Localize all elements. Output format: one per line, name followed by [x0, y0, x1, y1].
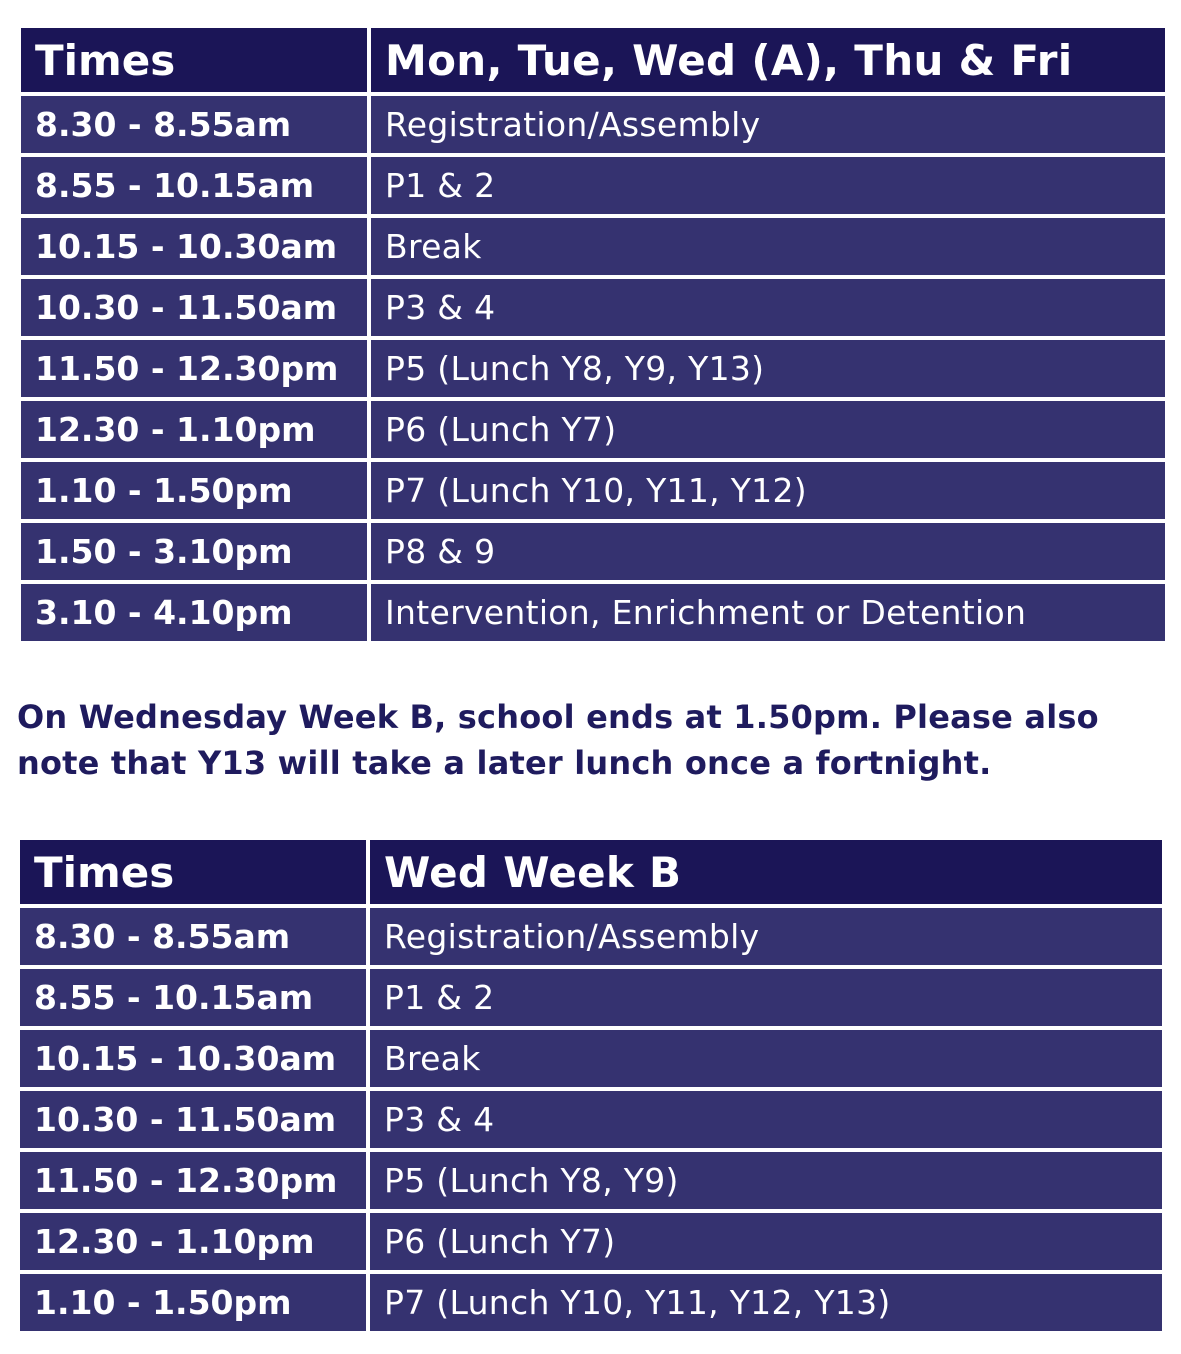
- time-cell: 10.15 - 10.30am: [20, 1030, 366, 1087]
- time-cell: 10.30 - 11.50am: [21, 279, 367, 336]
- table-row: [21, 462, 1165, 519]
- activity-cell: P7 (Lunch Y10, Y11, Y12, Y13): [370, 1274, 1162, 1331]
- table-row: [20, 1030, 1162, 1087]
- time-cell: 8.30 - 8.55am: [21, 96, 367, 153]
- time-cell: 10.30 - 11.50am: [20, 1091, 366, 1148]
- time-cell: 8.55 - 10.15am: [20, 969, 366, 1026]
- times-column-header: Times: [20, 840, 366, 904]
- time-cell: 1.10 - 1.50pm: [21, 462, 367, 519]
- time-cell: 12.30 - 1.10pm: [20, 1213, 366, 1270]
- activity-cell: P1 & 2: [370, 969, 1162, 1026]
- time-cell: 12.30 - 1.10pm: [21, 401, 367, 458]
- table-row: [21, 157, 1165, 214]
- days-column-header: Mon, Tue, Wed (A), Thu & Fri: [371, 28, 1165, 92]
- activity-cell: Break: [370, 1030, 1162, 1087]
- activity-cell: Registration/Assembly: [370, 908, 1162, 965]
- activity-cell: Intervention, Enrichment or Detention: [371, 584, 1165, 641]
- table-row: [21, 340, 1165, 397]
- week-b-note: [17, 694, 1167, 786]
- table-row: [21, 401, 1165, 458]
- table-row: [20, 1091, 1162, 1148]
- time-cell: 3.10 - 4.10pm: [21, 584, 367, 641]
- table-row: [20, 908, 1162, 965]
- note-line-1: On Wednesday Week B, school ends at 1.50pm. Please also: [17, 698, 1099, 736]
- time-cell: 11.50 - 12.30pm: [21, 340, 367, 397]
- table-row: [20, 1213, 1162, 1270]
- table-row: [21, 584, 1165, 641]
- note-line-2: note that Y13 will take a later lunch once a fortnight.: [17, 744, 992, 782]
- table-row: [21, 523, 1165, 580]
- activity-cell: P6 (Lunch Y7): [371, 401, 1165, 458]
- table-row: [20, 1152, 1162, 1209]
- activity-cell: P1 & 2: [371, 157, 1165, 214]
- table-row: [20, 1274, 1162, 1331]
- times-column-header: Times: [21, 28, 367, 92]
- weekday-timetable: [17, 24, 1169, 645]
- activity-cell: P3 & 4: [371, 279, 1165, 336]
- table-header-row: [20, 840, 1162, 904]
- activity-cell: Registration/Assembly: [371, 96, 1165, 153]
- time-cell: 11.50 - 12.30pm: [20, 1152, 366, 1209]
- time-cell: 10.15 - 10.30am: [21, 218, 367, 275]
- wed-week-b-timetable: [16, 836, 1166, 1335]
- table-row: [21, 96, 1165, 153]
- day-column-header: Wed Week B: [370, 840, 1162, 904]
- table-row: [21, 279, 1165, 336]
- time-cell: 8.55 - 10.15am: [21, 157, 367, 214]
- time-cell: 1.10 - 1.50pm: [20, 1274, 366, 1331]
- table-row: [21, 218, 1165, 275]
- activity-cell: P8 & 9: [371, 523, 1165, 580]
- activity-cell: P6 (Lunch Y7): [370, 1213, 1162, 1270]
- table-row: [20, 969, 1162, 1026]
- activity-cell: P5 (Lunch Y8, Y9): [370, 1152, 1162, 1209]
- activity-cell: P5 (Lunch Y8, Y9, Y13): [371, 340, 1165, 397]
- activity-cell: P7 (Lunch Y10, Y11, Y12): [371, 462, 1165, 519]
- time-cell: 1.50 - 3.10pm: [21, 523, 367, 580]
- activity-cell: Break: [371, 218, 1165, 275]
- time-cell: 8.30 - 8.55am: [20, 908, 366, 965]
- activity-cell: P3 & 4: [370, 1091, 1162, 1148]
- table-header-row: [21, 28, 1165, 92]
